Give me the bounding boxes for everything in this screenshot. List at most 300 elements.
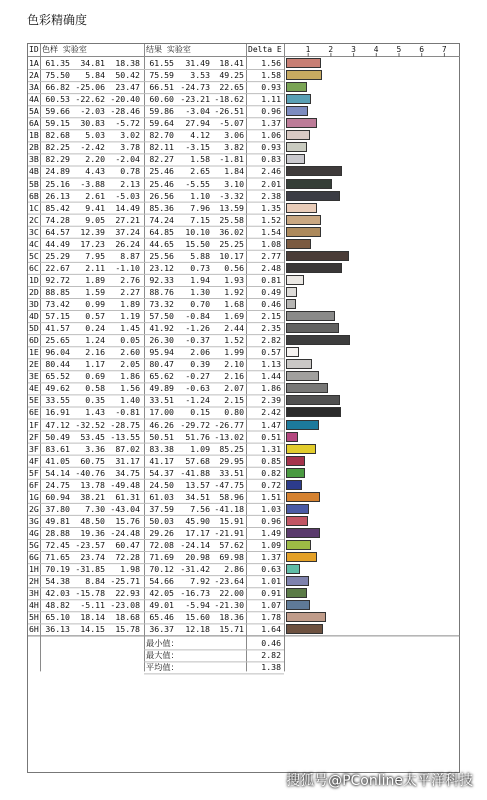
delta-e-bar bbox=[286, 624, 323, 634]
result-lab-value: 25.46 bbox=[149, 178, 174, 189]
reference-lab-value: 3.02 bbox=[120, 130, 140, 141]
row-id: 5D bbox=[29, 323, 39, 334]
reference-lab-value: 18.14 bbox=[80, 612, 105, 623]
delta-e-value: 1.08 bbox=[261, 238, 281, 249]
result-lab-value: 82.27 bbox=[149, 154, 174, 165]
row-id: 2G bbox=[29, 503, 39, 514]
row-id: 3F bbox=[29, 443, 39, 454]
reference-lab-value: 2.61 bbox=[85, 190, 105, 201]
result-lab-value: 70.12 bbox=[149, 564, 174, 575]
result-lab-value: 61.03 bbox=[149, 491, 174, 502]
result-lab-value: -1.24 bbox=[185, 395, 210, 406]
delta-e-bar bbox=[286, 311, 335, 321]
result-lab-value: 57.50 bbox=[149, 311, 174, 322]
result-lab-value: 36.37 bbox=[149, 624, 174, 635]
row-id: 4A bbox=[29, 94, 39, 105]
result-lab-value: 1.69 bbox=[224, 311, 244, 322]
reference-lab-value: 30.83 bbox=[80, 118, 105, 129]
delta-e-value: 1.44 bbox=[261, 371, 281, 382]
delta-e-value: 2.35 bbox=[261, 323, 281, 334]
result-lab-value: 41.92 bbox=[149, 323, 174, 334]
row-id: 1D bbox=[29, 274, 39, 285]
reference-lab-value: 59.66 bbox=[45, 106, 70, 117]
row-id: 3C bbox=[29, 226, 39, 237]
delta-e-bar bbox=[286, 347, 299, 357]
reference-lab-value: 7.30 bbox=[85, 503, 105, 514]
delta-e-bar bbox=[286, 407, 341, 417]
reference-lab-value: 15.78 bbox=[115, 624, 140, 635]
delta-e-bar bbox=[286, 239, 311, 249]
result-lab-value: 2.10 bbox=[224, 359, 244, 370]
result-lab-value: -5.07 bbox=[219, 118, 244, 129]
result-lab-value: 3.06 bbox=[224, 130, 244, 141]
reference-lab-value: 1.86 bbox=[120, 371, 140, 382]
row-id: 1G bbox=[29, 491, 39, 502]
reference-lab-value: -43.04 bbox=[110, 503, 140, 514]
delta-e-value: 1.58 bbox=[261, 70, 281, 81]
result-lab-value: 3.53 bbox=[190, 70, 210, 81]
result-lab-value: -21.91 bbox=[214, 527, 244, 538]
delta-e-value: 2.48 bbox=[261, 262, 281, 273]
delta-e-bar bbox=[286, 395, 340, 405]
row-id: 4H bbox=[29, 600, 39, 611]
summary-value: 0.46 bbox=[261, 638, 281, 649]
result-lab-value: 42.05 bbox=[149, 588, 174, 599]
result-lab-value: -3.32 bbox=[219, 190, 244, 201]
result-lab-value: 3.82 bbox=[224, 142, 244, 153]
reference-lab-value: 2.20 bbox=[85, 154, 105, 165]
result-lab-value: 0.73 bbox=[190, 262, 210, 273]
row-id: 1F bbox=[29, 419, 39, 430]
row-id: 5B bbox=[29, 178, 39, 189]
reference-lab-value: 41.57 bbox=[45, 323, 70, 334]
result-lab-value: 41.17 bbox=[149, 455, 174, 466]
result-lab-value: 0.80 bbox=[224, 407, 244, 418]
result-lab-value: 12.18 bbox=[185, 624, 210, 635]
delta-e-value: 2.39 bbox=[261, 395, 281, 406]
result-lab-value: -41.88 bbox=[180, 467, 210, 478]
result-lab-value: 23.12 bbox=[149, 262, 174, 273]
delta-e-value: 1.31 bbox=[261, 443, 281, 454]
delta-e-value: 1.56 bbox=[261, 58, 281, 68]
result-lab-value: 1.94 bbox=[190, 274, 210, 285]
result-lab-value: 15.60 bbox=[185, 612, 210, 623]
row-id: 3D bbox=[29, 299, 39, 309]
result-lab-value: 95.94 bbox=[149, 347, 174, 358]
result-lab-value: 0.56 bbox=[224, 262, 244, 273]
reference-lab-value: 60.94 bbox=[45, 491, 70, 502]
reference-lab-value: 54.14 bbox=[45, 467, 70, 478]
result-lab-value: 69.98 bbox=[219, 552, 244, 563]
axis-tick-label: 7 bbox=[441, 45, 447, 54]
axis-tick-label: 1 bbox=[305, 45, 311, 54]
reference-lab-value: 2.60 bbox=[120, 347, 140, 358]
result-lab-value: 22.65 bbox=[219, 82, 244, 93]
result-lab-value: 2.65 bbox=[190, 166, 210, 177]
delta-e-bar bbox=[286, 504, 309, 514]
reference-lab-value: 54.38 bbox=[45, 576, 70, 587]
reference-lab-value: -24.48 bbox=[110, 527, 140, 538]
result-lab-value: 15.91 bbox=[219, 515, 244, 526]
row-id: 6H bbox=[29, 624, 39, 635]
result-lab-value: 45.90 bbox=[185, 515, 210, 526]
delta-e-value: 0.81 bbox=[261, 274, 281, 285]
delta-e-bar bbox=[286, 323, 339, 333]
reference-lab-value: 26.24 bbox=[115, 238, 140, 249]
row-id: 4D bbox=[29, 311, 39, 322]
reference-lab-value: -3.88 bbox=[80, 178, 105, 189]
result-lab-value: 13.59 bbox=[219, 202, 244, 213]
reference-lab-value: -25.71 bbox=[110, 576, 140, 587]
result-lab-value: -18.62 bbox=[214, 94, 244, 105]
result-lab-value: -3.04 bbox=[185, 106, 210, 117]
delta-e-bar bbox=[286, 154, 305, 164]
delta-e-bar bbox=[286, 70, 322, 80]
delta-e-value: 1.37 bbox=[261, 552, 281, 563]
delta-e-value: 0.83 bbox=[261, 154, 281, 165]
delta-e-bar bbox=[286, 287, 297, 297]
delta-e-bar bbox=[286, 130, 310, 140]
row-id: 1B bbox=[29, 130, 39, 141]
reference-lab-value: 27.21 bbox=[115, 214, 140, 225]
delta-e-value: 2.01 bbox=[261, 178, 281, 189]
delta-e-bar bbox=[286, 420, 319, 430]
reference-lab-value: 82.25 bbox=[45, 142, 70, 153]
result-lab-value: 2.44 bbox=[224, 323, 244, 334]
row-id: 1H bbox=[29, 564, 39, 575]
delta-e-value: 1.64 bbox=[261, 624, 281, 635]
result-lab-value: 49.25 bbox=[219, 70, 244, 81]
result-lab-value: 54.37 bbox=[149, 467, 174, 478]
delta-e-bar bbox=[286, 371, 319, 381]
result-lab-value: 50.03 bbox=[149, 515, 174, 526]
reference-lab-value: 23.47 bbox=[115, 82, 140, 93]
row-id: 6B bbox=[29, 190, 39, 201]
result-lab-value: 15.71 bbox=[219, 624, 244, 635]
delta-e-value: 1.51 bbox=[261, 491, 281, 502]
axis-tick-label: 3 bbox=[351, 45, 356, 54]
axis-tick-label: 2 bbox=[328, 45, 334, 54]
reference-lab-value: 1.89 bbox=[85, 274, 105, 285]
delta-e-value: 0.49 bbox=[261, 286, 281, 297]
reference-lab-value: 1.17 bbox=[85, 359, 105, 370]
row-id: 5E bbox=[29, 395, 39, 406]
delta-e-value: 1.07 bbox=[261, 600, 281, 611]
reference-lab-value: 59.15 bbox=[45, 118, 70, 129]
reference-lab-value: 7.95 bbox=[85, 250, 105, 261]
result-lab-value: -23.21 bbox=[180, 94, 210, 105]
summary-label: 最小值： bbox=[146, 638, 179, 649]
row-id: 4C bbox=[29, 238, 39, 249]
result-lab-value: -0.27 bbox=[185, 371, 210, 382]
reference-lab-value: 49.62 bbox=[45, 383, 70, 394]
reference-lab-value: 0.78 bbox=[120, 166, 140, 177]
reference-lab-value: 49.81 bbox=[45, 515, 70, 526]
delta-e-bar bbox=[286, 564, 300, 574]
reference-lab-value: 72.45 bbox=[45, 540, 70, 550]
reference-lab-value: 23.74 bbox=[80, 552, 105, 563]
delta-e-value: 1.03 bbox=[261, 503, 281, 514]
delta-e-bar bbox=[286, 118, 317, 128]
reference-lab-value: -5.03 bbox=[115, 190, 140, 201]
reference-lab-value: 18.38 bbox=[115, 58, 140, 68]
header-delta-e: Delta E bbox=[248, 45, 282, 54]
reference-lab-value: -25.06 bbox=[75, 82, 105, 93]
row-id: 3G bbox=[29, 515, 39, 526]
reference-lab-value: -5.72 bbox=[115, 118, 140, 129]
row-id: 2D bbox=[29, 286, 39, 297]
result-lab-value: 74.24 bbox=[149, 214, 174, 225]
reference-lab-value: 22.67 bbox=[45, 262, 70, 273]
reference-lab-value: 48.50 bbox=[80, 515, 105, 526]
delta-e-bar bbox=[286, 58, 321, 68]
row-id: 4E bbox=[29, 383, 39, 394]
result-lab-value: -47.75 bbox=[214, 479, 244, 490]
reference-lab-value: 75.50 bbox=[45, 70, 70, 81]
delta-e-value: 0.93 bbox=[261, 142, 281, 153]
reference-lab-value: 36.13 bbox=[45, 624, 70, 635]
reference-lab-value: 2.27 bbox=[120, 286, 140, 297]
result-lab-value: 10.17 bbox=[219, 250, 244, 261]
result-lab-value: -3.15 bbox=[185, 142, 210, 153]
result-lab-value: 1.99 bbox=[224, 347, 244, 358]
reference-lab-value: -49.48 bbox=[110, 479, 140, 490]
delta-e-value: 1.13 bbox=[261, 359, 281, 370]
reference-lab-value: 50.49 bbox=[45, 431, 70, 442]
result-lab-value: 0.15 bbox=[190, 407, 210, 418]
delta-e-value: 1.49 bbox=[261, 527, 281, 538]
delta-e-value: 1.54 bbox=[261, 226, 281, 237]
reference-lab-value: 2.16 bbox=[85, 347, 105, 358]
reference-lab-value: 0.69 bbox=[85, 371, 105, 382]
reference-lab-value: 60.53 bbox=[45, 94, 70, 105]
result-lab-value: 85.25 bbox=[219, 443, 244, 454]
result-lab-value: 1.30 bbox=[190, 286, 210, 297]
reference-lab-value: 24.89 bbox=[45, 166, 70, 177]
reference-lab-value: 41.05 bbox=[45, 455, 70, 466]
row-id: 1A bbox=[29, 58, 39, 68]
result-lab-value: -0.84 bbox=[185, 311, 210, 322]
reference-lab-value: 85.42 bbox=[45, 202, 70, 213]
summary-value: 1.38 bbox=[261, 662, 281, 673]
delta-e-bar bbox=[286, 480, 302, 490]
result-lab-value: 33.51 bbox=[149, 395, 174, 406]
result-lab-value: 2.16 bbox=[224, 371, 244, 382]
result-lab-value: -26.51 bbox=[214, 106, 244, 117]
result-lab-value: 46.26 bbox=[149, 419, 174, 430]
result-lab-value: 1.68 bbox=[224, 299, 244, 309]
row-id: 4B bbox=[29, 166, 39, 177]
row-id: 5A bbox=[29, 106, 39, 117]
reference-lab-value: 80.44 bbox=[45, 359, 70, 370]
result-lab-value: 59.86 bbox=[149, 106, 174, 117]
reference-lab-value: 34.81 bbox=[80, 58, 105, 68]
reference-lab-value: 8.87 bbox=[120, 250, 140, 261]
result-lab-value: 1.09 bbox=[190, 443, 210, 454]
reference-lab-value: 82.68 bbox=[45, 130, 70, 141]
row-id: 2F bbox=[29, 431, 39, 442]
result-lab-value: 82.70 bbox=[149, 130, 174, 141]
delta-e-bar bbox=[286, 468, 305, 478]
delta-e-value: 2.46 bbox=[261, 166, 281, 177]
row-id: 4F bbox=[29, 455, 39, 466]
row-id: 3E bbox=[29, 371, 39, 382]
delta-e-bar bbox=[286, 359, 312, 369]
reference-lab-value: 82.29 bbox=[45, 154, 70, 165]
delta-e-bar bbox=[286, 215, 321, 225]
delta-e-value: 1.01 bbox=[261, 576, 281, 587]
delta-e-bar bbox=[286, 335, 350, 345]
reference-lab-value: -23.57 bbox=[75, 540, 105, 550]
delta-e-value: 1.52 bbox=[261, 214, 281, 225]
reference-lab-value: 2.05 bbox=[120, 359, 140, 370]
delta-e-bar bbox=[286, 516, 308, 526]
delta-e-value: 0.72 bbox=[261, 479, 281, 490]
delta-e-value: 1.86 bbox=[261, 383, 281, 394]
delta-e-value: 1.06 bbox=[261, 130, 281, 141]
result-lab-value: 22.00 bbox=[219, 588, 244, 599]
reference-lab-value: 60.75 bbox=[80, 455, 105, 466]
reference-lab-value: 5.84 bbox=[85, 70, 105, 81]
delta-e-value: 2.42 bbox=[261, 407, 281, 418]
reference-lab-value: 19.36 bbox=[80, 527, 105, 538]
row-id: 5H bbox=[29, 612, 39, 623]
row-id: 1E bbox=[29, 347, 39, 358]
result-lab-value: 2.07 bbox=[224, 383, 244, 394]
result-lab-value: 2.15 bbox=[224, 395, 244, 406]
delta-e-value: 1.47 bbox=[261, 419, 281, 430]
delta-e-value: 0.96 bbox=[261, 106, 281, 117]
reference-lab-value: 70.19 bbox=[45, 564, 70, 575]
result-lab-value: 60.60 bbox=[149, 94, 174, 105]
reference-lab-value: 0.35 bbox=[85, 395, 105, 406]
reference-lab-value: 47.12 bbox=[45, 419, 70, 430]
delta-e-bar bbox=[286, 299, 296, 309]
result-lab-value: 26.56 bbox=[149, 190, 174, 201]
result-lab-value: 72.08 bbox=[149, 540, 174, 550]
axis-tick-label: 6 bbox=[419, 45, 424, 54]
result-lab-value: 92.33 bbox=[149, 274, 174, 285]
reference-lab-value: 2.11 bbox=[85, 262, 105, 273]
delta-e-bar bbox=[286, 227, 321, 237]
result-lab-value: 29.26 bbox=[149, 527, 174, 538]
reference-lab-value: -15.78 bbox=[75, 588, 105, 599]
delta-e-value: 1.35 bbox=[261, 202, 281, 213]
delta-e-bar bbox=[286, 540, 311, 550]
row-id: 2E bbox=[29, 359, 39, 370]
result-lab-value: 25.46 bbox=[149, 166, 174, 177]
reference-lab-value: 53.45 bbox=[80, 431, 105, 442]
header-id: ID bbox=[29, 45, 39, 54]
result-lab-value: 75.59 bbox=[149, 70, 174, 81]
reference-lab-value: 65.10 bbox=[45, 612, 70, 623]
delta-e-bar bbox=[286, 444, 316, 454]
reference-lab-value: -31.85 bbox=[75, 564, 105, 575]
delta-e-bar bbox=[286, 251, 349, 261]
delta-e-bar bbox=[286, 166, 342, 176]
delta-e-value: 0.85 bbox=[261, 455, 281, 466]
reference-lab-value: 1.45 bbox=[120, 323, 140, 334]
reference-lab-value: 61.35 bbox=[45, 58, 70, 68]
reference-lab-value: -23.08 bbox=[110, 600, 140, 611]
reference-lab-value: 18.68 bbox=[115, 612, 140, 623]
result-lab-value: 0.39 bbox=[190, 359, 210, 370]
delta-e-bar bbox=[286, 492, 320, 502]
reference-lab-value: 4.43 bbox=[85, 166, 105, 177]
row-id: 5G bbox=[29, 540, 39, 550]
summary-label: 最大值： bbox=[146, 650, 179, 661]
reference-lab-value: 71.65 bbox=[45, 552, 70, 563]
delta-e-bar bbox=[286, 263, 342, 273]
result-lab-value: 17.17 bbox=[185, 527, 210, 538]
delta-e-bar bbox=[286, 552, 317, 562]
delta-e-value: 0.51 bbox=[261, 431, 281, 442]
delta-e-bar bbox=[286, 275, 304, 285]
delta-e-bar bbox=[286, 383, 328, 393]
result-lab-value: 7.56 bbox=[190, 503, 210, 514]
reference-lab-value: 17.23 bbox=[80, 238, 105, 249]
reference-lab-value: 25.65 bbox=[45, 335, 70, 346]
result-lab-value: 18.41 bbox=[219, 58, 244, 68]
reference-lab-value: 74.28 bbox=[45, 214, 70, 225]
delta-e-value: 1.37 bbox=[261, 118, 281, 129]
delta-e-bar bbox=[286, 456, 305, 466]
reference-lab-value: 1.43 bbox=[85, 407, 105, 418]
reference-lab-value: 1.56 bbox=[120, 383, 140, 394]
result-lab-value: -23.64 bbox=[214, 576, 244, 587]
reference-lab-value: 1.40 bbox=[120, 395, 140, 406]
row-id: 3H bbox=[29, 588, 39, 599]
reference-lab-value: 0.05 bbox=[120, 335, 140, 346]
delta-e-value: 2.38 bbox=[261, 190, 281, 201]
delta-e-bar bbox=[286, 82, 307, 92]
result-lab-value: 37.59 bbox=[149, 503, 174, 514]
reference-lab-value: 1.59 bbox=[85, 286, 105, 297]
result-lab-value: 44.65 bbox=[149, 238, 174, 249]
result-lab-value: 58.96 bbox=[219, 491, 244, 502]
result-lab-value: 27.94 bbox=[185, 118, 210, 129]
row-id: 6C bbox=[29, 262, 39, 273]
result-lab-value: 59.64 bbox=[149, 118, 174, 129]
reference-lab-value: 44.49 bbox=[45, 238, 70, 249]
result-lab-value: 36.02 bbox=[219, 226, 244, 237]
reference-lab-value: 9.41 bbox=[85, 202, 105, 213]
reference-lab-value: 64.57 bbox=[45, 226, 70, 237]
reference-lab-value: 65.52 bbox=[45, 371, 70, 382]
result-lab-value: -29.72 bbox=[180, 419, 210, 430]
reference-lab-value: 12.39 bbox=[80, 226, 105, 237]
result-lab-value: 25.58 bbox=[219, 214, 244, 225]
reference-lab-value: 73.42 bbox=[45, 299, 70, 309]
reference-lab-value: -28.75 bbox=[110, 419, 140, 430]
reference-lab-value: 13.78 bbox=[80, 479, 105, 490]
reference-lab-value: -0.81 bbox=[115, 407, 140, 418]
delta-e-bar bbox=[286, 179, 332, 189]
result-lab-value: 80.47 bbox=[149, 359, 174, 370]
reference-lab-value: 83.61 bbox=[45, 443, 70, 454]
result-lab-value: -21.30 bbox=[214, 600, 244, 611]
result-lab-value: 1.58 bbox=[190, 154, 210, 165]
reference-lab-value: 48.82 bbox=[45, 600, 70, 611]
result-lab-value: 33.51 bbox=[219, 467, 244, 478]
delta-e-bar bbox=[286, 94, 311, 104]
reference-lab-value: 9.05 bbox=[85, 214, 105, 225]
delta-e-bar bbox=[286, 191, 340, 201]
result-lab-value: 83.38 bbox=[149, 443, 174, 454]
reference-lab-value: 37.80 bbox=[45, 503, 70, 514]
row-id: 3B bbox=[29, 154, 39, 165]
result-lab-value: -16.73 bbox=[180, 588, 210, 599]
